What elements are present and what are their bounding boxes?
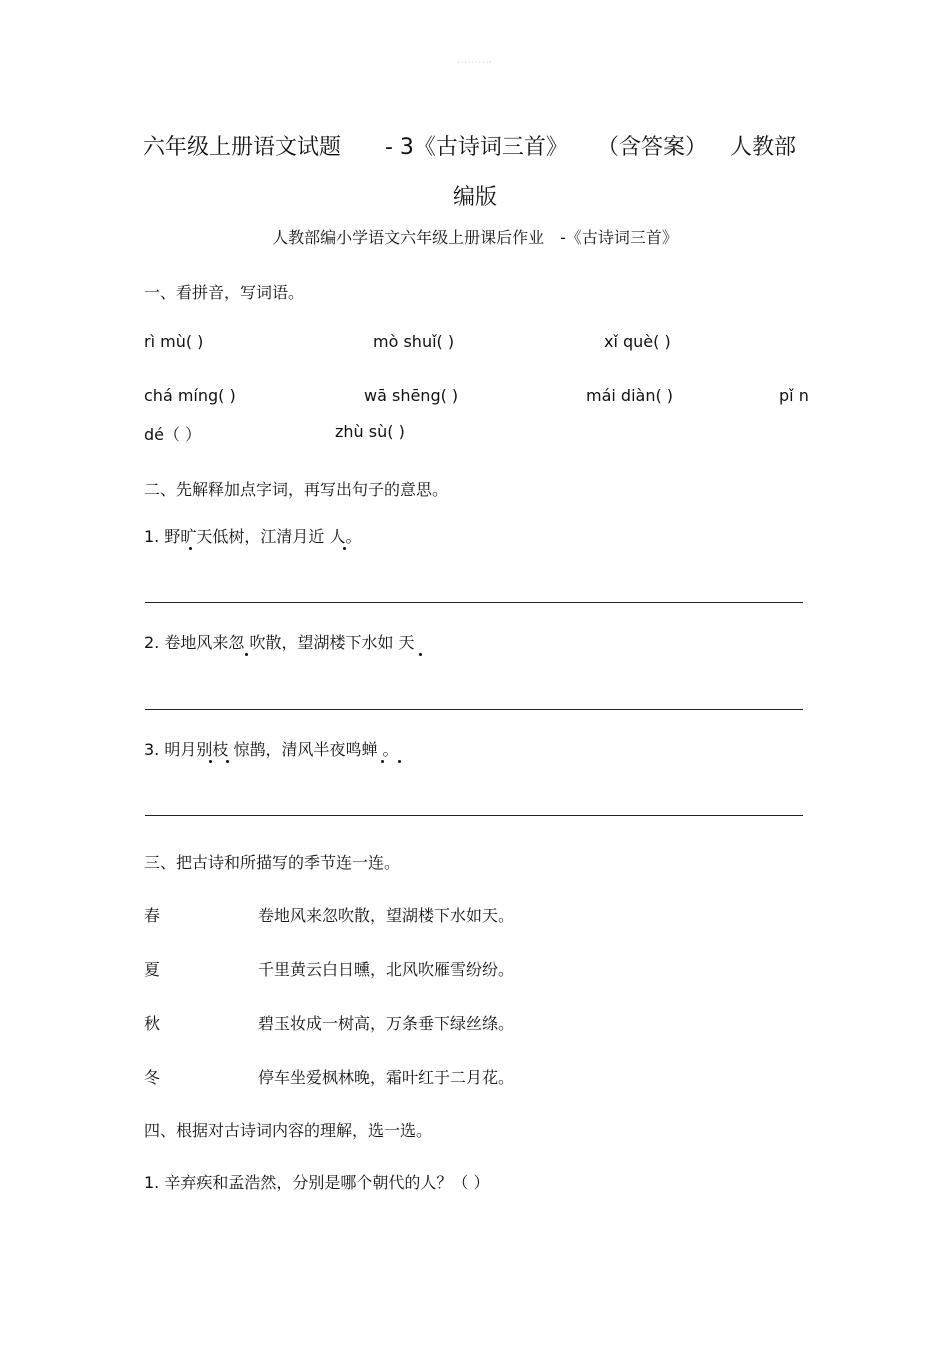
pinyin-item: zhù sù( ) xyxy=(335,422,405,441)
question-item: 2. 卷地风来忽 吹散，望湖楼下水如 天 xyxy=(144,633,415,652)
emphasis-dot xyxy=(226,760,229,763)
subtitle: 人教部编小学语文六年级上册课后作业 -《古诗词三首》 xyxy=(272,228,678,247)
pinyin-item: chá míng( ) xyxy=(144,386,236,405)
section4-heading: 四、根据对古诗词内容的理解，选一选。 xyxy=(144,1121,433,1140)
pinyin-item: mái diàn( ) xyxy=(586,386,674,405)
pinyin-item: dé（ ） xyxy=(144,425,202,444)
emphasis-dot xyxy=(398,760,401,763)
emphasis-dot xyxy=(245,653,248,656)
title-part-3: （含答案） xyxy=(597,135,708,160)
pinyin-item: pǐ n xyxy=(779,386,809,405)
emphasis-dot xyxy=(209,760,212,763)
poem-line: 碧玉妆成一树高，万条垂下绿丝绦。 xyxy=(258,1014,515,1033)
pinyin-item: mò shuǐ( ) xyxy=(373,332,455,351)
section2-heading: 二、先解释加点字词，再写出句子的意思。 xyxy=(144,480,449,499)
season-label: 冬 xyxy=(144,1068,161,1087)
pinyin-item: rì mù( ) xyxy=(144,332,204,351)
poem-line: 千里黄云白日曛，北风吹雁雪纷纷。 xyxy=(258,960,515,979)
poem-line: 停车坐爱枫林晚，霜叶红于二月花。 xyxy=(258,1068,515,1087)
page-header-mark: ·········· xyxy=(457,58,493,67)
question-item: 1. 野旷天低树，江清月近 人。 xyxy=(144,527,362,546)
season-label: 夏 xyxy=(144,960,161,979)
title-line-2: 编版 xyxy=(452,185,497,210)
title-part-4: 人教部 xyxy=(730,135,797,160)
answer-line xyxy=(145,602,803,603)
answer-line xyxy=(145,709,803,710)
pinyin-item: xǐ què( ) xyxy=(604,332,671,351)
pinyin-item: wā shēng( ) xyxy=(364,386,459,405)
question-item: 1. 辛弃疾和孟浩然，分别是哪个朝代的人？（ ） xyxy=(144,1173,490,1192)
emphasis-dot xyxy=(343,547,346,550)
section3-heading: 三、把古诗和所描写的季节连一连。 xyxy=(144,853,401,872)
emphasis-dot xyxy=(381,760,384,763)
section1-heading: 一、看拼音，写词语。 xyxy=(144,283,305,302)
season-label: 秋 xyxy=(144,1014,161,1033)
poem-line: 卷地风来忽吹散，望湖楼下水如天。 xyxy=(258,906,515,925)
emphasis-dot xyxy=(419,653,422,656)
question-item: 3. 明月别枝 惊鹊，清风半夜鸣蝉 。 xyxy=(144,740,399,759)
answer-line xyxy=(145,815,803,816)
title-part-2: - 3《古诗词三首》 xyxy=(385,135,568,160)
season-label: 春 xyxy=(144,906,161,925)
emphasis-dot xyxy=(189,547,192,550)
title-part-1: 六年级上册语文试题 xyxy=(143,135,342,160)
